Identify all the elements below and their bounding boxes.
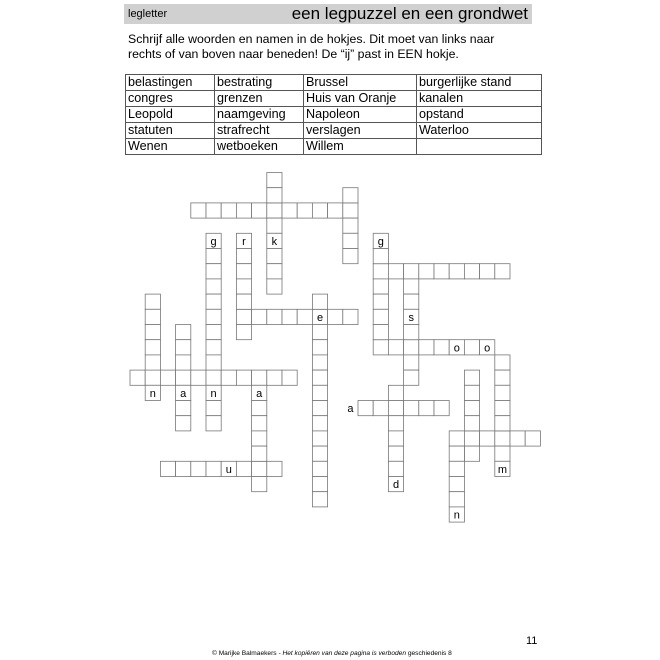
grid-cell[interactable] xyxy=(343,188,358,203)
grid-cell[interactable] xyxy=(160,370,175,385)
given-letter: d xyxy=(392,479,400,492)
grid-cell[interactable] xyxy=(419,340,434,355)
grid-cell[interactable] xyxy=(373,249,388,264)
given-letter: n xyxy=(149,387,156,400)
grid-cell[interactable] xyxy=(267,249,282,264)
given-letter: n xyxy=(453,509,460,522)
grid-cell[interactable] xyxy=(297,309,312,324)
given-letter: k xyxy=(271,235,278,248)
grid-cell[interactable] xyxy=(221,203,236,218)
grid-cell[interactable] xyxy=(145,294,160,309)
grid-cell[interactable] xyxy=(312,203,327,218)
grid-cell[interactable] xyxy=(206,340,221,355)
instructions-text: Schrijf alle woorden en namen in de hokjes. Dit moet van links naar rechts of van boven naar beneden! De “ij” past in EEN hokje. xyxy=(128,32,495,61)
grid-cell[interactable] xyxy=(343,218,358,233)
grid-cell[interactable] xyxy=(252,309,267,324)
grid-cell[interactable] xyxy=(145,340,160,355)
grid-cell[interactable] xyxy=(206,249,221,264)
grid-cell[interactable] xyxy=(282,370,297,385)
grid-cell[interactable] xyxy=(312,461,327,476)
word-cell: Brussel xyxy=(304,75,417,91)
grid-cell[interactable] xyxy=(464,264,479,279)
grid-cell[interactable] xyxy=(388,401,403,416)
grid-cell[interactable] xyxy=(252,431,267,446)
grid-cell[interactable] xyxy=(236,294,251,309)
grid-cell[interactable] xyxy=(267,218,282,233)
grid-cell[interactable] xyxy=(449,264,464,279)
grid-cell[interactable] xyxy=(495,264,510,279)
grid-cell[interactable] xyxy=(312,401,327,416)
grid-cell[interactable] xyxy=(176,325,191,340)
grid-cell[interactable] xyxy=(206,294,221,309)
grid-cell[interactable] xyxy=(358,401,373,416)
grid-cell[interactable] xyxy=(464,370,479,385)
grid-cell[interactable] xyxy=(525,431,540,446)
grid-cell[interactable] xyxy=(388,461,403,476)
footer xyxy=(212,650,452,657)
footer-book: geschiedenis 8 xyxy=(407,650,452,657)
word-cell: wetboeken xyxy=(215,139,304,155)
grid-cell[interactable] xyxy=(464,431,479,446)
grid-cell[interactable] xyxy=(449,446,464,461)
word-cell: Waterloo xyxy=(417,123,542,139)
grid-cell[interactable] xyxy=(343,233,358,248)
header-label: legletter xyxy=(128,8,168,20)
grid-cell[interactable] xyxy=(252,203,267,218)
given-letter: a xyxy=(347,403,354,416)
word-cell: grenzen xyxy=(215,91,304,107)
grid-cell[interactable] xyxy=(160,461,175,476)
grid-cell[interactable] xyxy=(191,203,206,218)
word-cell: Napoleon xyxy=(304,107,417,123)
grid-cell[interactable] xyxy=(267,188,282,203)
given-letter: o xyxy=(484,342,491,355)
grid-cell[interactable] xyxy=(419,401,434,416)
grid-cell[interactable] xyxy=(206,309,221,324)
grid-cell[interactable] xyxy=(434,401,449,416)
word-cell: naamgeving xyxy=(215,107,304,123)
grid-cell[interactable] xyxy=(328,203,343,218)
grid-cell[interactable] xyxy=(176,370,191,385)
grid-cell[interactable] xyxy=(388,431,403,446)
grid-cell[interactable] xyxy=(206,325,221,340)
grid-cell[interactable] xyxy=(388,340,403,355)
grid-cell[interactable] xyxy=(480,431,495,446)
word-cell: Huis van Oranje xyxy=(304,91,417,107)
grid-cell[interactable] xyxy=(206,461,221,476)
given-letter: s xyxy=(408,311,414,324)
grid-cell[interactable] xyxy=(206,279,221,294)
word-cell: Willem xyxy=(304,139,417,155)
grid-cell[interactable] xyxy=(145,370,160,385)
grid-cell[interactable] xyxy=(464,446,479,461)
grid-cell[interactable] xyxy=(373,340,388,355)
grid-cell[interactable] xyxy=(252,446,267,461)
grid-cell[interactable] xyxy=(464,401,479,416)
grid-cell[interactable] xyxy=(191,370,206,385)
grid-cell[interactable] xyxy=(404,294,419,309)
grid-cell[interactable] xyxy=(328,309,343,324)
grid-cell[interactable] xyxy=(343,203,358,218)
grid-cell[interactable] xyxy=(176,461,191,476)
word-cell: burgerlijke stand xyxy=(417,75,542,91)
given-letter: n xyxy=(210,387,217,400)
grid-cell[interactable] xyxy=(252,416,267,431)
grid-cell[interactable] xyxy=(464,416,479,431)
grid-cell[interactable] xyxy=(343,249,358,264)
grid-cell[interactable] xyxy=(312,385,327,400)
grid-cell[interactable] xyxy=(252,401,267,416)
grid-cell[interactable] xyxy=(267,309,282,324)
grid-cell[interactable] xyxy=(267,370,282,385)
grid-cell[interactable] xyxy=(221,370,236,385)
grid-cell[interactable] xyxy=(267,279,282,294)
grid-cell[interactable] xyxy=(267,461,282,476)
grid-cell[interactable] xyxy=(404,264,419,279)
grid-cell[interactable] xyxy=(191,461,206,476)
grid-cell[interactable] xyxy=(236,370,251,385)
grid-cell[interactable] xyxy=(282,203,297,218)
grid-cell[interactable] xyxy=(495,446,510,461)
given-letter: a xyxy=(180,387,187,400)
grid-cell[interactable] xyxy=(267,173,282,188)
grid-cell[interactable] xyxy=(312,477,327,492)
grid-cell[interactable] xyxy=(464,340,479,355)
given-letter: g xyxy=(377,235,384,248)
grid-cell[interactable] xyxy=(419,264,434,279)
grid-cell[interactable] xyxy=(236,325,251,340)
grid-cell[interactable] xyxy=(176,355,191,370)
grid-cell[interactable] xyxy=(206,416,221,431)
grid-cell[interactable] xyxy=(206,264,221,279)
grid-cell[interactable] xyxy=(176,401,191,416)
grid-cell[interactable] xyxy=(434,340,449,355)
grid-cell[interactable] xyxy=(312,294,327,309)
word-cell: verslagen xyxy=(304,123,417,139)
grid-cell[interactable] xyxy=(373,264,388,279)
grid-cell[interactable] xyxy=(404,340,419,355)
grid-cell[interactable] xyxy=(252,370,267,385)
grid-cell[interactable] xyxy=(145,309,160,324)
grid-cell[interactable] xyxy=(312,355,327,370)
word-cell: kanalen xyxy=(417,91,542,107)
given-letter: e xyxy=(316,311,324,324)
word-cell: Leopold xyxy=(126,107,215,123)
grid-cell[interactable] xyxy=(434,264,449,279)
grid-cell[interactable] xyxy=(267,203,282,218)
grid-cell[interactable] xyxy=(236,264,251,279)
grid-cell[interactable] xyxy=(404,325,419,340)
grid-cell[interactable] xyxy=(495,431,510,446)
given-letter: r xyxy=(242,235,246,248)
grid-cell[interactable] xyxy=(206,401,221,416)
page-title: een legpuzzel en een grondwet xyxy=(291,4,528,23)
given-letter: g xyxy=(210,235,217,248)
grid-cell[interactable] xyxy=(297,203,312,218)
grid-cell[interactable] xyxy=(176,416,191,431)
grid-cell[interactable] xyxy=(404,401,419,416)
grid-cell[interactable] xyxy=(449,492,464,507)
grid-cell[interactable] xyxy=(495,355,510,370)
grid-cell[interactable] xyxy=(176,340,191,355)
grid-cell[interactable] xyxy=(495,385,510,400)
word-cell: statuten xyxy=(126,123,215,139)
grid-cell[interactable] xyxy=(464,385,479,400)
word-cell: Wenen xyxy=(126,139,215,155)
grid-cell[interactable] xyxy=(373,401,388,416)
grid-cell[interactable] xyxy=(373,294,388,309)
grid-cell[interactable] xyxy=(343,309,358,324)
grid-cell[interactable] xyxy=(495,416,510,431)
grid-cell[interactable] xyxy=(388,264,403,279)
footer-notice: - Het kopiëren van deze pagina is verboden xyxy=(278,650,406,657)
grid-cell[interactable] xyxy=(404,370,419,385)
grid-cell[interactable] xyxy=(449,431,464,446)
grid-cell[interactable] xyxy=(449,461,464,476)
grid-cell[interactable] xyxy=(495,401,510,416)
page-number: 11 xyxy=(526,635,538,647)
grid-cell[interactable] xyxy=(236,203,251,218)
grid-cell[interactable] xyxy=(145,325,160,340)
given-letter: m xyxy=(497,463,507,476)
grid-cell[interactable] xyxy=(449,477,464,492)
grid-cell[interactable] xyxy=(206,370,221,385)
grid-cell[interactable] xyxy=(236,461,251,476)
grid-cell[interactable] xyxy=(267,264,282,279)
grid-cell[interactable] xyxy=(252,461,267,476)
grid-cell[interactable] xyxy=(236,279,251,294)
given-letter: a xyxy=(256,387,263,400)
grid-cell[interactable] xyxy=(312,492,327,507)
grid-cell[interactable] xyxy=(480,264,495,279)
grid-cell[interactable] xyxy=(510,431,525,446)
grid-cell[interactable] xyxy=(252,477,267,492)
grid-cell[interactable] xyxy=(312,370,327,385)
word-cell: bestrating xyxy=(215,75,304,91)
word-cell: belastingen xyxy=(126,75,215,91)
grid-cell[interactable] xyxy=(312,431,327,446)
grid-cell[interactable] xyxy=(145,355,160,370)
grid-cell[interactable] xyxy=(388,385,403,400)
grid-cell[interactable] xyxy=(236,249,251,264)
given-letter: u xyxy=(225,463,232,476)
grid-cell[interactable] xyxy=(404,355,419,370)
grid-cell[interactable] xyxy=(312,340,327,355)
grid-cell[interactable] xyxy=(312,416,327,431)
grid-cell[interactable] xyxy=(312,446,327,461)
grid-cell[interactable] xyxy=(495,370,510,385)
grid-cell[interactable] xyxy=(206,355,221,370)
grid-cell[interactable] xyxy=(312,325,327,340)
given-letter: o xyxy=(453,342,460,355)
word-cell: congres xyxy=(126,91,215,107)
grid-cell[interactable] xyxy=(388,446,403,461)
grid-cell[interactable] xyxy=(236,309,251,324)
grid-cell[interactable] xyxy=(282,309,297,324)
grid-cell[interactable] xyxy=(388,416,403,431)
footer-author: © Marijke Balmaekers xyxy=(212,650,277,657)
word-cell: strafrecht xyxy=(215,123,304,139)
grid-cell[interactable] xyxy=(373,279,388,294)
word-cell: opstand xyxy=(417,107,542,123)
grid-cell[interactable] xyxy=(373,325,388,340)
grid-cell[interactable] xyxy=(130,370,145,385)
grid-cell[interactable] xyxy=(404,279,419,294)
grid-cell[interactable] xyxy=(206,203,221,218)
grid-cell[interactable] xyxy=(373,309,388,324)
